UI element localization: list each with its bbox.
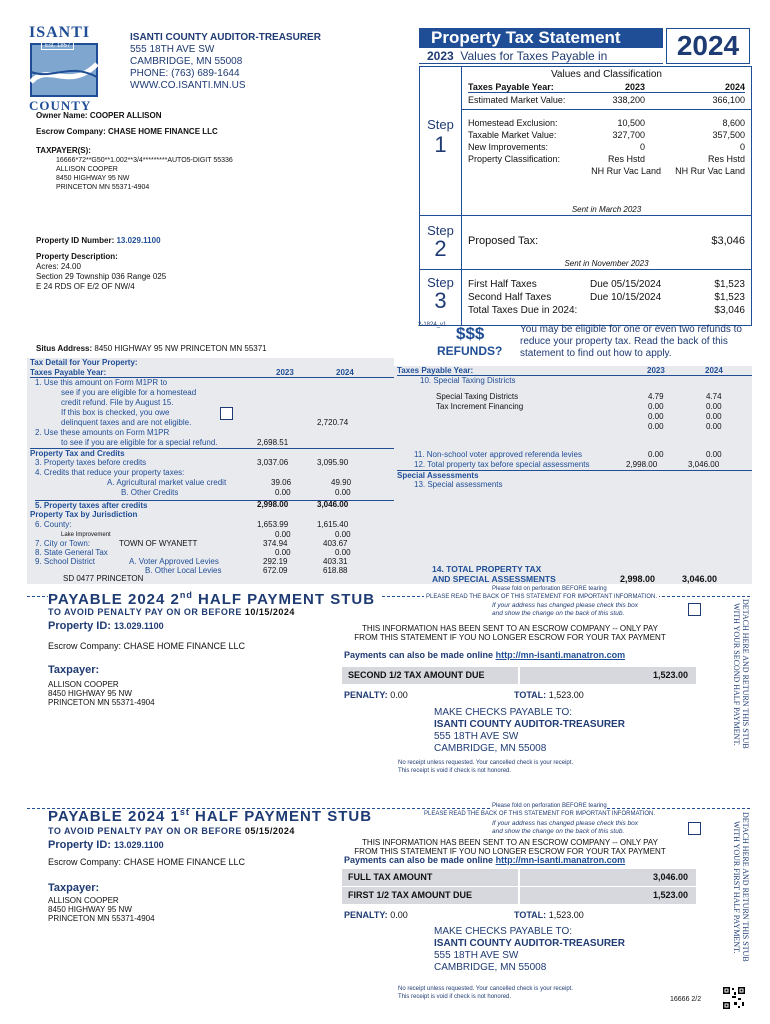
line9: 9. School District — [35, 557, 96, 566]
stub1-escrow: Escrow Company: CHASE HOME FINANCE LLC — [48, 857, 246, 867]
stub2-mk: MAKE CHECKS PAYABLE TO: — [434, 707, 573, 718]
stub1-full-value: 3,046.00 — [520, 869, 696, 886]
stub2-info1: THIS INFORMATION HAS BEEN SENT TO AN ESCROW COMPANY -- ONLY PAY — [362, 624, 658, 633]
logo-est: Est. 1857 — [41, 42, 74, 50]
property-block — [36, 236, 166, 292]
line4a: A. Agricultural market value credit — [107, 478, 227, 487]
std-label: Special Taxing Districts — [436, 392, 519, 401]
stub1-pid — [48, 839, 164, 851]
refunds-label-block — [437, 324, 517, 358]
stub2-read: PLEASE READ THE BACK OF THIS STATEMENT FOR IMPORTANT INFORMATION. — [426, 594, 658, 600]
stub2-pen-label: PENALTY: — [344, 690, 388, 700]
line4a-2023: 39.06 — [271, 478, 292, 487]
mail-barcode-line: 16666*72**G50**1.002**3/4*********AUTO5-DIGIT 55336 — [56, 157, 233, 164]
taxpayer-addr2: PRINCETON MN 55371-4904 — [56, 184, 150, 191]
stub1-pid-label: Property ID: — [48, 839, 111, 851]
stub2-online-link[interactable]: http://mn-isanti.manatron.com — [495, 650, 626, 660]
office-addr2: CAMBRIDGE, MN 55008 — [130, 56, 243, 67]
stub1-pid-value: 13.029.1100 — [114, 840, 164, 850]
line14-2023: 2,998.00 — [620, 574, 656, 584]
stub2-fold: Please fold on perforation BEFORE tearing — [492, 586, 607, 592]
stub1-tp2: 8450 HIGHWAY 95 NW — [48, 905, 132, 914]
property-id-label: Property ID Number: — [36, 236, 115, 245]
stub1-info — [320, 838, 700, 856]
emv-row — [468, 94, 745, 106]
detail-year-header — [30, 368, 394, 378]
page-number: 16666 2/2 — [670, 996, 702, 1003]
line3: 3. Property taxes before credits — [35, 458, 147, 467]
tmv-label: Taxable Market Value: — [468, 130, 557, 140]
stub1-tot-label: TOTAL: — [514, 910, 547, 920]
step-2-number: 2 — [434, 236, 447, 261]
detail-y1: 2023 — [276, 368, 294, 377]
extra1-2024: 0.00 — [706, 412, 722, 421]
detail-r-year-header — [397, 366, 752, 376]
stub2-due-label: SECOND 1/2 TAX AMOUNT DUE — [342, 667, 518, 684]
extra2-2024: 0.00 — [706, 422, 722, 431]
line6: 6. County: — [35, 520, 72, 529]
stub1-mk2: 555 18TH AVE SW — [434, 950, 519, 961]
escrow-label: Escrow Company: — [36, 127, 106, 136]
office-website[interactable]: WWW.CO.ISANTI.MN.US — [130, 80, 246, 91]
taxpayer-addr1: 8450 HIGHWAY 95 NW — [56, 175, 130, 182]
line2a: 2. Use these amounts on Form M1PR — [35, 428, 170, 437]
stub2-nr2: This receipt is void if check is not honored. — [398, 768, 512, 774]
detail-y2: 2024 — [336, 368, 354, 377]
stub2-chg1: If your address has changed please check this box — [492, 602, 638, 609]
hx-2024: 8,600 — [722, 118, 745, 128]
line14-2024: 3,046.00 — [682, 574, 718, 584]
stub1-nr2: This receipt is void if check is not honored. — [398, 994, 512, 1000]
tax-detail-right — [394, 366, 752, 584]
second-half-value: $1,523 — [714, 292, 745, 303]
extra2-2023: 0.00 — [648, 422, 664, 431]
stub2-pid — [48, 620, 164, 632]
stub2-tp1: ALLISON COOPER — [48, 680, 119, 689]
step-1-label: Step — [427, 117, 454, 132]
line5: 5. Property taxes after credits — [35, 500, 394, 510]
pc-label: Property Classification: — [468, 154, 561, 164]
emv-label: Estimated Market Value: — [468, 95, 566, 105]
line5-2023: 2,998.00 — [257, 500, 289, 509]
line9-district: SD 0477 PRINCETON — [63, 574, 144, 583]
line6a: Lake Improvement — [61, 532, 111, 538]
tax-detail-left — [27, 358, 394, 584]
step-2-label: Step — [427, 223, 454, 238]
line6a-2023: 0.00 — [275, 530, 291, 539]
total-due-value: $3,046 — [714, 305, 745, 316]
values-year2: 2024 — [724, 82, 745, 92]
stub1-address-checkbox[interactable] — [688, 822, 701, 837]
stub2-receipt — [398, 759, 573, 775]
taxpayer-name: ALLISON COOPER — [56, 166, 118, 173]
property-section: Section 29 Township 036 Range 025 — [36, 272, 167, 281]
stub1-info2: FROM THIS STATEMENT IF YOU NO LONGER ESCROW FOR YOUR TAX PAYMENT — [354, 847, 666, 856]
refunds-symbol: $$$ — [456, 324, 485, 343]
tmv-row — [468, 129, 745, 141]
county-logo — [29, 24, 99, 113]
line11: 11. Non-school voter approved referenda levies — [414, 450, 582, 459]
stub2-tp3: PRINCETON MN 55371-4904 — [48, 698, 155, 707]
line1d: If this box is checked, you owe — [61, 408, 170, 417]
owner-block — [36, 110, 233, 192]
stub1-title-b: HALF PAYMENT STUB — [189, 808, 373, 825]
line4b: B. Other Credits — [121, 488, 179, 497]
stub2-chg2: and show the change on the back of this stub. — [492, 610, 625, 617]
stub2-mk2: 555 18TH AVE SW — [434, 731, 519, 742]
first-half-value: $1,523 — [714, 279, 745, 290]
stub2-tp2: 8450 HIGHWAY 95 NW — [48, 689, 132, 698]
step-header-spacer — [420, 67, 462, 109]
detail-r-y2: 2024 — [705, 366, 723, 375]
stub1-read: PLEASE READ THE BACK OF THIS STATEMENT FOR IMPORTANT INFORMATION. — [424, 811, 656, 817]
line9a-2024: 403.31 — [323, 557, 348, 566]
line4b-2023: 0.00 — [275, 488, 291, 497]
logo-bottom-text: COUNTY — [29, 98, 92, 113]
stub1-pen-label: PENALTY: — [344, 910, 388, 920]
line2-2023: 2,698.51 — [257, 438, 289, 447]
step-3-label: Step — [427, 275, 454, 290]
pc-2023-b: NH Rur Vac Land — [591, 166, 661, 176]
values-subtitle — [419, 48, 663, 64]
line12-2023: 2,998.00 — [626, 460, 658, 469]
line6-2023: 1,653.99 — [257, 520, 289, 529]
detail-r-y1: 2023 — [647, 366, 665, 375]
line9a: A. Voter Approved Levies — [129, 557, 219, 566]
line3-2023: 3,037.06 — [257, 458, 289, 467]
office-phone: PHONE: (763) 689-1644 — [130, 68, 240, 79]
line8: 8. State General Tax — [35, 548, 108, 557]
stub1-taxpayer-label: Taxpayer: — [48, 882, 100, 894]
stub1-detach: DETACH HERE AND RETURN THIS STUB WITH YOUR FIRST HALF PAYMENT. — [732, 812, 750, 962]
stub1-avoid — [48, 826, 295, 836]
first-half-row — [468, 279, 745, 291]
total-due-row — [468, 305, 745, 317]
tif-2023: 0.00 — [648, 402, 664, 411]
stub2-info2: FROM THIS STATEMENT IF YOU NO LONGER ESCROW FOR YOUR TAX PAYMENT — [354, 633, 666, 642]
hx-label: Homestead Exclusion: — [468, 118, 558, 128]
line3-2024: 3,095.90 — [317, 458, 349, 467]
emv-2024: 366,100 — [712, 95, 745, 105]
stub2-taxpayer-label: Taxpayer: — [48, 664, 100, 676]
stub1-title-sup: st — [179, 807, 190, 817]
proposed-tax-label: Proposed Tax: — [468, 235, 539, 247]
detail-title: Tax Detail for Your Property: — [30, 358, 138, 367]
ni-label: New Improvements: — [468, 142, 549, 152]
stub1-online — [344, 855, 625, 865]
first-half-label: First Half Taxes — [468, 279, 537, 290]
stub1-mk1: ISANTI COUNTY AUDITOR-TREASURER — [434, 938, 625, 949]
qr-code-icon — [722, 986, 746, 1010]
ni-2024: 0 — [739, 142, 745, 152]
stub2-info — [320, 624, 700, 642]
stub1-date: 05/15/2024 — [244, 826, 295, 836]
office-addr1: 555 18TH AVE SW — [130, 44, 215, 55]
line7-2023: 374.94 — [263, 539, 288, 548]
property-desc-label: Property Description: — [36, 252, 118, 261]
situs-value: 8450 HIGHWAY 95 NW PRINCETON MN 55371 — [94, 344, 267, 353]
step-2-box — [420, 215, 462, 269]
line14b: AND SPECIAL ASSESSMENTS — [432, 574, 556, 584]
stub2-address-checkbox[interactable] — [688, 603, 701, 618]
total-due-label: Total Taxes Due in 2024: — [468, 305, 578, 316]
property-legal: E 24 RDS OF E/2 OF NW/4 — [36, 282, 135, 291]
tif-2024: 0.00 — [706, 402, 722, 411]
stub1-info1: THIS INFORMATION HAS BEEN SENT TO AN ESCROW COMPANY -- ONLY PAY — [362, 838, 658, 847]
line1a: 1. Use this amount on Form M1PR to — [35, 378, 168, 387]
property-acres: Acres: 24.00 — [36, 262, 81, 271]
tmv-2023: 327,700 — [612, 130, 645, 140]
proposed-tax-value: $3,046 — [711, 235, 745, 247]
values-year1: 2023 — [624, 82, 645, 92]
emv-2023: 338,200 — [612, 95, 645, 105]
stub2-tot-label: TOTAL: — [514, 690, 547, 700]
owner-name: COOPER ALLISON — [89, 111, 162, 120]
tmv-2024: 357,500 — [712, 130, 745, 140]
stub2-avoid — [48, 607, 295, 617]
line6-2024: 1,615.40 — [317, 520, 349, 529]
line7-2024: 403.67 — [323, 539, 348, 548]
situs-address — [36, 344, 267, 353]
stub2-change — [492, 602, 638, 618]
pc-2023: Res Hstd — [607, 154, 645, 164]
pj-header: Property Tax by Jurisdiction — [30, 510, 138, 519]
stub2-title-sup: nd — [179, 590, 193, 600]
stub2-avoid-text: TO AVOID PENALTY PAY ON OR BEFORE — [48, 607, 242, 617]
line9b-2024: 618.88 — [323, 566, 348, 575]
line9a-2023: 292.19 — [263, 557, 288, 566]
detail-r-payable: Taxes Payable Year: — [397, 366, 474, 375]
situs-label: Situs Address: — [36, 344, 93, 353]
pc-2024: Res Hstd — [707, 154, 745, 164]
line4a-2024: 49.90 — [331, 478, 352, 487]
stub1-due-label: FIRST 1/2 TAX AMOUNT DUE — [342, 887, 518, 904]
stub2-pen-value: 0.00 — [390, 690, 408, 700]
stub2-nr1: No receipt unless requested. Your cancelled check is your receipt. — [398, 760, 574, 766]
stub2-date: 10/15/2024 — [244, 607, 295, 617]
escrow-company: CHASE HOME FINANCE LLC — [108, 127, 218, 136]
line12-2024: 3,046.00 — [688, 460, 720, 469]
stub2-taxpayer — [48, 680, 155, 707]
line4b-2024: 0.00 — [335, 488, 351, 497]
stub2-tot-value: 1,523.00 — [548, 690, 584, 700]
line8-2023: 0.00 — [275, 548, 291, 557]
line1b: see if you are eligible for a homestead — [61, 388, 197, 397]
line8-2024: 0.00 — [335, 548, 351, 557]
stub1-total — [514, 910, 584, 920]
line7-town: TOWN OF WYANETT — [119, 539, 198, 548]
line1e: delinquent taxes and are not eligible. — [61, 418, 192, 427]
line9b: B. Other Local Levies — [145, 566, 222, 575]
ptc-header: Property Tax and Credits — [30, 448, 394, 458]
line7: 7. City or Town: — [35, 539, 90, 548]
stub2-pid-value: 13.029.1100 — [114, 621, 164, 631]
line5-2024: 3,046.00 — [317, 500, 349, 509]
stub2-online — [344, 650, 625, 660]
second-half-row — [468, 292, 745, 304]
step-1-box — [420, 109, 462, 215]
line10: 10. Special Taxing Districts — [420, 376, 516, 385]
stub2-mk1: ISANTI COUNTY AUDITOR-TREASURER — [434, 719, 625, 730]
line2b: to see if you are eligible for a special refund. — [61, 438, 218, 447]
step-3-number: 3 — [434, 288, 447, 313]
stub1-online-link[interactable]: http://mn-isanti.manatron.com — [495, 855, 626, 865]
stub1-mk3: CAMBRIDGE, MN 55008 — [434, 962, 547, 973]
line6a-2024: 0.00 — [335, 530, 351, 539]
tif-label: Tax Increment Financing — [436, 402, 524, 411]
stub1-tp3: PRINCETON MN 55371-4904 — [48, 914, 155, 923]
pc-row — [468, 153, 745, 165]
pc-2024-b: NH Rur Vac Land — [675, 166, 745, 176]
stub1-online-text: Payments can also be made online — [344, 855, 494, 865]
sent-november: Sent in November 2023 — [564, 259, 649, 268]
ni-row — [468, 141, 745, 153]
stub1-pen-value: 0.00 — [390, 910, 408, 920]
std-2024: 4.74 — [706, 392, 722, 401]
line1-2024: 2,720.74 — [317, 418, 349, 427]
stub1-receipt — [398, 985, 573, 1001]
second-half-label: Second Half Taxes — [468, 292, 552, 303]
std-2023: 4.79 — [648, 392, 664, 401]
stub1-title — [48, 807, 372, 825]
first-half-due: Due 05/15/2024 — [590, 279, 662, 290]
stub1-chg1: If your address has changed please check this box — [492, 820, 638, 827]
property-id: 13.029.1100 — [116, 236, 161, 245]
stub1-title-a: PAYABLE 2024 1 — [48, 808, 180, 825]
line13: 13. Special assessments — [414, 480, 503, 489]
stub1-avoid-text: TO AVOID PENALTY PAY ON OR BEFORE — [48, 826, 242, 836]
ni-2023: 0 — [639, 142, 645, 152]
stub2-online-text: Payments can also be made online — [344, 650, 494, 660]
line4: 4. Credits that reduce your property taxes: — [35, 468, 185, 477]
stub1-payable-to — [434, 926, 625, 974]
stub1-tot-value: 1,523.00 — [548, 910, 584, 920]
office-address — [130, 32, 321, 92]
stub2-mk3: CAMBRIDGE, MN 55008 — [434, 743, 547, 754]
stub1-due-value: 1,523.00 — [520, 887, 696, 904]
taxpayers-label: TAXPAYER(S): — [36, 146, 91, 155]
stub1-penalty — [344, 910, 408, 920]
line11-2024: 0.00 — [706, 450, 722, 459]
stub2-total — [514, 690, 584, 700]
owner-name-label: Owner Name: — [36, 111, 88, 120]
values-year: 2023 — [427, 49, 454, 63]
stub2-title-b: HALF PAYMENT STUB — [192, 591, 376, 608]
stub2-due-value: 1,523.00 — [520, 667, 696, 684]
step-1-number: 1 — [434, 132, 447, 157]
stub1-chg2: and show the change on the back of this stub. — [492, 828, 625, 835]
values-box — [419, 66, 752, 326]
step-3-box — [420, 269, 462, 325]
stub2-escrow: Escrow Company: CHASE HOME FINANCE LLC — [48, 641, 246, 651]
stub1-full-label: FULL TAX AMOUNT — [342, 869, 518, 886]
stub1-mk: MAKE CHECKS PAYABLE TO: — [434, 926, 573, 937]
sa-header: Special Assessments — [397, 470, 752, 480]
stub2-title — [48, 590, 381, 608]
stub1-change — [492, 820, 638, 836]
stub2-payable-to — [434, 707, 625, 755]
proposed-tax-row — [468, 235, 745, 247]
detail-payable: Taxes Payable Year: — [30, 368, 107, 377]
stub1-nr1: No receipt unless requested. Your cancelled check is your receipt. — [398, 986, 574, 992]
stub2-penalty — [344, 690, 408, 700]
pc-row-2 — [468, 165, 745, 177]
refunds-label: REFUNDS? — [437, 344, 503, 358]
statement-title: Property Tax Statement — [419, 28, 663, 48]
sent-march: Sent in March 2023 — [571, 205, 642, 214]
line14a: 14. TOTAL PROPERTY TAX — [432, 564, 542, 574]
line12: 12. Total property tax before special assessments — [414, 460, 590, 469]
logo-emblem — [29, 42, 99, 98]
extra1-2023: 0.00 — [648, 412, 664, 421]
statement-year: 2024 — [666, 28, 750, 64]
line1c: credit refund. File by August 15. — [61, 398, 174, 407]
values-label: Values for Taxes Payable in — [460, 49, 608, 63]
office-name: ISANTI COUNTY AUDITOR-TREASURER — [130, 32, 321, 43]
second-half-due: Due 10/15/2024 — [590, 292, 662, 303]
values-title: Values and Classification — [551, 69, 662, 80]
stub2-detach: DETACH HERE AND RETURN THIS STUB WITH YOUR SECOND HALF PAYMENT. — [732, 599, 750, 749]
form-version: 2-1824_v1 — [418, 322, 447, 328]
hx-2023: 10,500 — [617, 118, 645, 128]
stub1-tp1: ALLISON COOPER — [48, 896, 119, 905]
line9b-2023: 672.09 — [263, 566, 288, 575]
refunds-text: You may be eligible for one or even two refunds to reduce your property tax. Read the back of this statement to find out how to apply. — [520, 324, 742, 359]
stub1-taxpayer — [48, 896, 155, 923]
stub2-title-a: PAYABLE 2024 2 — [48, 591, 180, 608]
values-year-header — [468, 81, 745, 93]
stub2-pid-label: Property ID: — [48, 620, 111, 632]
values-payable-label: Taxes Payable Year: — [468, 82, 554, 92]
stub1-fold: Please fold on perforation BEFORE tearing — [492, 803, 607, 809]
logo-top-text: ISANTI — [29, 24, 91, 41]
hx-row — [468, 117, 745, 129]
line11-2023: 0.00 — [648, 450, 664, 459]
